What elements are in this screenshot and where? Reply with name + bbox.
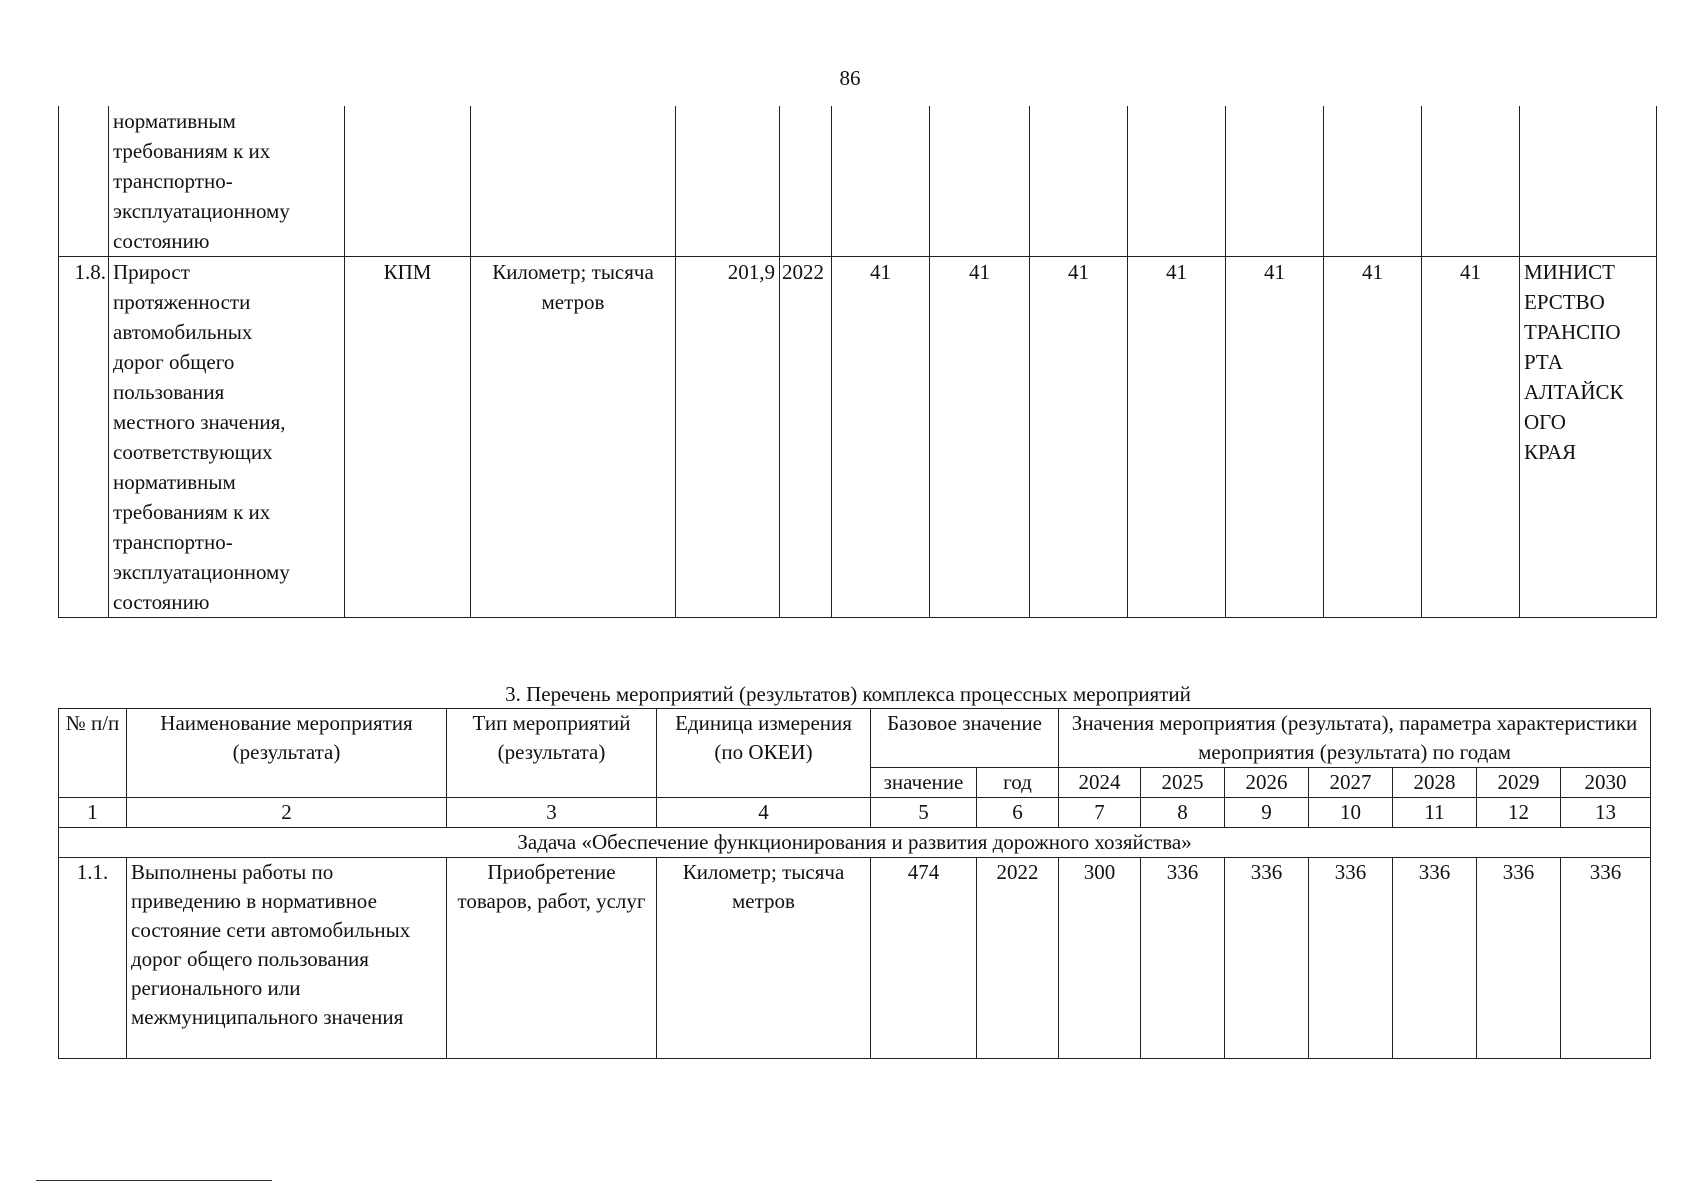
column-number: 9 bbox=[1225, 798, 1309, 828]
name-line: местного значения, bbox=[113, 410, 286, 434]
value-cell: 41 bbox=[832, 257, 930, 618]
header-row bbox=[59, 709, 1651, 768]
header-year: 2029 bbox=[1477, 768, 1561, 798]
value-cell: 41 bbox=[1128, 257, 1226, 618]
name-line: автомобильных bbox=[113, 320, 253, 344]
header-type: Тип мероприятий (результата) bbox=[447, 709, 657, 798]
value-cell: 336 bbox=[1393, 858, 1477, 1059]
base-year-cell: 2022 bbox=[780, 257, 832, 618]
header-name: Наименование мероприятия (результата) bbox=[127, 709, 447, 798]
column-number: 12 bbox=[1477, 798, 1561, 828]
value-cell: 41 bbox=[1030, 257, 1128, 618]
name-line: нормативным bbox=[113, 470, 236, 494]
unit-line: метров bbox=[541, 290, 605, 314]
value-cell: 336 bbox=[1477, 858, 1561, 1059]
responsible-line: ЕРСТВО bbox=[1524, 290, 1605, 314]
unit-cell: Километр; тысяча метров bbox=[657, 858, 871, 1059]
header-num: № п/п bbox=[59, 709, 127, 798]
responsible-line: РТА bbox=[1524, 350, 1563, 374]
section-title: 3. Перечень мероприятий (результатов) комплекса процессных мероприятий bbox=[505, 682, 1191, 706]
measure-type-cell: Приобретение товаров, работ, услуг bbox=[447, 858, 657, 1059]
column-number: 10 bbox=[1309, 798, 1393, 828]
column-number: 1 bbox=[59, 798, 127, 828]
table-row bbox=[59, 257, 1657, 618]
header-year: 2027 bbox=[1309, 768, 1393, 798]
responsible-line: ТРАНСПО bbox=[1524, 320, 1621, 344]
name-line: требованиям к их bbox=[113, 500, 271, 524]
header-year: 2028 bbox=[1393, 768, 1477, 798]
task-row bbox=[59, 828, 1651, 858]
responsible-line: КРАЯ bbox=[1524, 440, 1577, 464]
value-cell: 41 bbox=[930, 257, 1030, 618]
column-number: 5 bbox=[871, 798, 977, 828]
header-year: 2030 bbox=[1561, 768, 1651, 798]
indicator-name-cell bbox=[109, 257, 345, 618]
base-value-cell: 474 bbox=[871, 858, 977, 1059]
name-line: нормативным bbox=[113, 109, 236, 133]
level-cell: КПМ bbox=[345, 257, 471, 618]
name-line: транспортно- bbox=[113, 530, 233, 554]
footnote-divider bbox=[36, 1180, 272, 1181]
value-cell: 336 bbox=[1141, 858, 1225, 1059]
row-num-cell bbox=[59, 106, 109, 257]
header-base: Базовое значение bbox=[871, 709, 1059, 768]
name-line: Прирост bbox=[113, 260, 190, 284]
indicator-name-cell bbox=[109, 106, 345, 257]
indicators-table-continued bbox=[58, 106, 1657, 618]
value-cell: 41 bbox=[1422, 257, 1520, 618]
table-row bbox=[59, 106, 1657, 257]
unit-line: Километр; тысяча bbox=[492, 260, 654, 284]
name-line: эксплуатационному bbox=[113, 560, 290, 584]
header-values-group: Значения мероприятия (результата), параметра характеристики мероприятия (результата) по годам bbox=[1059, 709, 1651, 768]
header-year: 2025 bbox=[1141, 768, 1225, 798]
base-year-cell: 2022 bbox=[977, 858, 1059, 1059]
header-base-value: значение bbox=[871, 768, 977, 798]
value-cell: 336 bbox=[1561, 858, 1651, 1059]
column-number: 3 bbox=[447, 798, 657, 828]
measures-table bbox=[58, 708, 1651, 1059]
value-cell: 41 bbox=[1226, 257, 1324, 618]
column-number: 7 bbox=[1059, 798, 1141, 828]
responsible-line: АЛТАЙСК bbox=[1524, 380, 1624, 404]
responsible-line: ОГО bbox=[1524, 410, 1566, 434]
unit-cell bbox=[471, 257, 676, 618]
column-number: 11 bbox=[1393, 798, 1477, 828]
column-numbers-row bbox=[59, 798, 1651, 828]
page-number: 86 bbox=[839, 66, 861, 90]
column-number: 13 bbox=[1561, 798, 1651, 828]
row-num-cell: 1.8. bbox=[59, 257, 109, 618]
column-number: 2 bbox=[127, 798, 447, 828]
name-line: пользования bbox=[113, 380, 225, 404]
measure-name-cell: Выполнены работы по приведению в нормативное состояние сети автомобильных дорог общего пользования регионального или межмуниципального значения bbox=[127, 858, 447, 1059]
header-year: 2024 bbox=[1059, 768, 1141, 798]
responsible-cell bbox=[1520, 257, 1657, 618]
table-row bbox=[59, 858, 1651, 1059]
row-num-cell: 1.1. bbox=[59, 858, 127, 1059]
name-line: соответствующих bbox=[113, 440, 273, 464]
task-title: Задача «Обеспечение функционирования и развития дорожного хозяйства» bbox=[59, 828, 1651, 858]
header-base-year: год bbox=[977, 768, 1059, 798]
value-cell: 41 bbox=[1324, 257, 1422, 618]
responsible-line: МИНИСТ bbox=[1524, 260, 1616, 284]
column-number: 4 bbox=[657, 798, 871, 828]
value-cell: 300 bbox=[1059, 858, 1141, 1059]
name-line: эксплуатационному bbox=[113, 199, 290, 223]
name-line: дорог общего bbox=[113, 350, 235, 374]
value-cell: 336 bbox=[1225, 858, 1309, 1059]
name-line: состоянию bbox=[113, 229, 210, 253]
name-line: требованиям к их bbox=[113, 139, 271, 163]
name-line: протяженности bbox=[113, 290, 251, 314]
header-year: 2026 bbox=[1225, 768, 1309, 798]
column-number: 6 bbox=[977, 798, 1059, 828]
header-unit: Единица измерения (по ОКЕИ) bbox=[657, 709, 871, 798]
name-line: транспортно- bbox=[113, 169, 233, 193]
base-value-cell: 201,9 bbox=[676, 257, 780, 618]
column-number: 8 bbox=[1141, 798, 1225, 828]
value-cell: 336 bbox=[1309, 858, 1393, 1059]
name-line: состоянию bbox=[113, 590, 210, 614]
